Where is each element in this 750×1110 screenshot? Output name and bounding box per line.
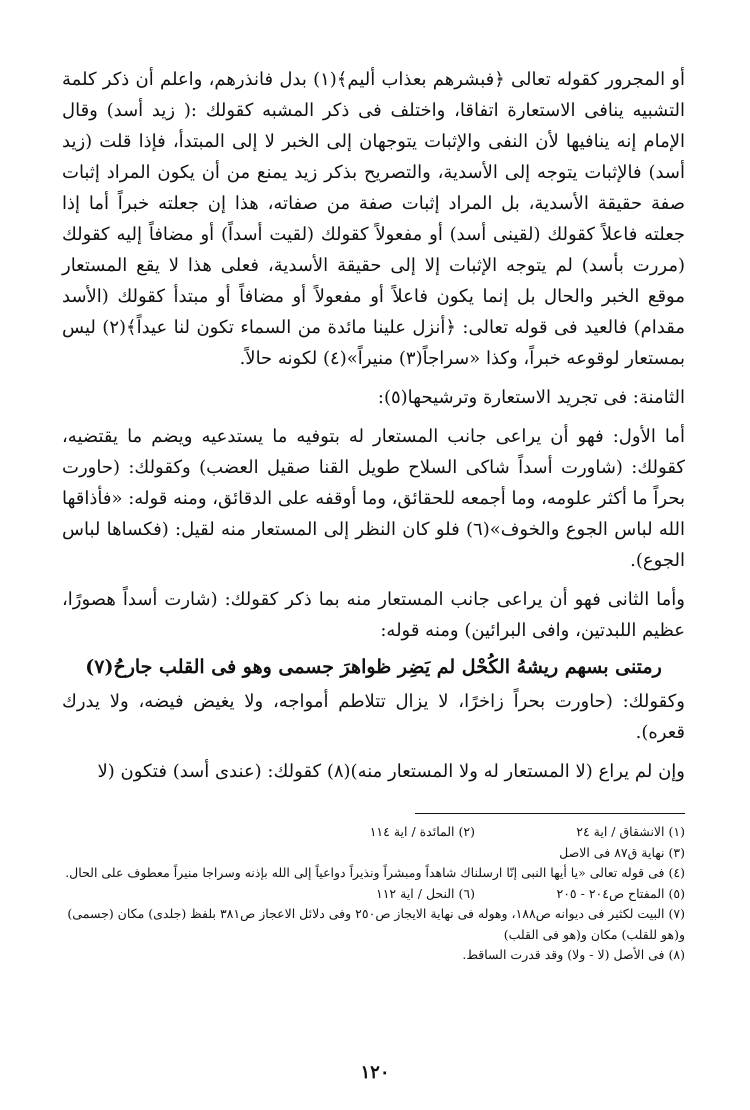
paragraph-1: أو المجرور كقوله تعالى ﴿فبشرهم بعذاب أليم﴾(١) بدل فانذرهم، واعلم أن ذكر كلمة التشبيه ينافى الاستعارة اتفاقا، واختلف فى ذكر المشبه كقولك :( زيد أسد) وقال الإمام إنه ينافيها لأن النفى والإثبات يتوجهان إلى الخبر لا إلى المبتدأ، فإذا قلت (زيد أسد) فالإثبات يتوجه إلى الأسدية، والتصريح بذكر زيد يمنع من أن يكون المراد إثبات صفة حقيقة الأسدية، بل المراد إثبات صفة من صفاته، هذا إن جعلته خبراً أما إذا جعلته فاعلاً كقولك (لقينى أسد) أو مفعولاً كقولك (لقيت أسداً) أو مضافاً إليه كقولك (مررت بأسد) لم يتوجه الإثبات إلا إلى حقيقة الأسدية، فعلى هذا لا يقع المستعار موقع الخبر والحال بل إنما يكون فاعلاً أو مفعولاً أو مضافاً أو مبتدأ كقولك (الأسد مقدام) فالعيد فى قوله تعالى: ﴿أنزل علينا مائدة من السماء تكون لنا عيداً﴾(٢) ليس بمستعار لوقوعه خبراً، وكذا «سراجاً(٣) منيراً»(٤) لكونه حالاً. <box>62 69 686 369</box>
paragraph-tajrid: أما الأول: فهو أن يراعى جانب المستعار له بتوفيه ما يستدعيه ويضم ما يقتضيه، كقولك: (شاورت أسداً شاكى السلاح طويل القنا صقيل العضب) وكقولك: (حاورت بحراً ما أكثر علومه، وما أجمعه للحقائق، وما أوقفه على الدقائق، ومنه قوله: «فأذاقها الله لباس الجوع والخوف»(٦) فلو كان النظر إلى المستعار منه لقيل: (فكساها لباس الجوع). <box>62 426 685 571</box>
footnote-2: (٢) المائدة / اية ١١٤ <box>369 824 475 839</box>
paragraph-example: وكقولك: (حاورت بحراً زاخرًا، لا يزال تتلاطم أمواجه، ولا يغيض فيضه، ولا يدرك قعره). <box>62 691 685 743</box>
footnote-8: (٨) فى الأصل (لا - ولا) وقد قدرت الساقط. <box>462 947 685 962</box>
footnotes <box>62 822 685 966</box>
footnote-7: (٧) البيت لكثير فى ديوانه ص١٨٨، وهوله فى نهاية الايجاز ص٢٥٠ وفى دلائل الاعجاز ص٣٨١ بلفظ (جلدى) مكان (جسمى) و(هو للقلب) مكان و(هو فى القلب) <box>67 906 685 942</box>
section-heading-tajrid: الثامنة: فى تجريد الاستعارة وترشيحها(٥): <box>377 387 685 408</box>
footnote-row <box>62 884 685 905</box>
footnote-6: (٦) النحل / اية ١١٢ <box>376 885 475 901</box>
footnote-1: (١) الانشقاق / اية ٢٤ <box>576 824 685 839</box>
main-text <box>62 64 685 787</box>
footnote-divider <box>415 813 685 814</box>
paragraph-tarshih: وأما الثانى فهو أن يراعى جانب المستعار منه بما ذكر كقولك: (شارت أسداً هصورًا، عظيم اللبدتين، وافى البرائين) ومنه قوله: <box>62 589 685 641</box>
poetry-verse: رمتنى بسهم ريشهُ الكُحْل لم يَضِر ظواهرَ جسمى وهو فى القلب جارحُ(٧) <box>85 656 662 678</box>
footnote-4: (٤) فى قوله تعالى «يا أيها النبى إنّا ارسلناك شاهداً ومبشراً ونذيراً دواعياً إلى الله بإذنه وسراجا منيراً معطوف على الحال. <box>65 865 685 880</box>
footnote-5: (٥) المفتاح ص٢٠٤ - ٢٠٥ <box>556 885 685 901</box>
footnote-row <box>62 822 685 843</box>
paragraph-final: وإن لم يراع (لا المستعار له ولا المستعار منه)(٨) كقولك: (عندى أسد) فتكون (لا <box>97 761 685 782</box>
footnote-3: (٣) نهاية ق٨٧ فى الاصل <box>559 844 685 860</box>
page-number: ١٢٠ <box>360 1062 390 1083</box>
